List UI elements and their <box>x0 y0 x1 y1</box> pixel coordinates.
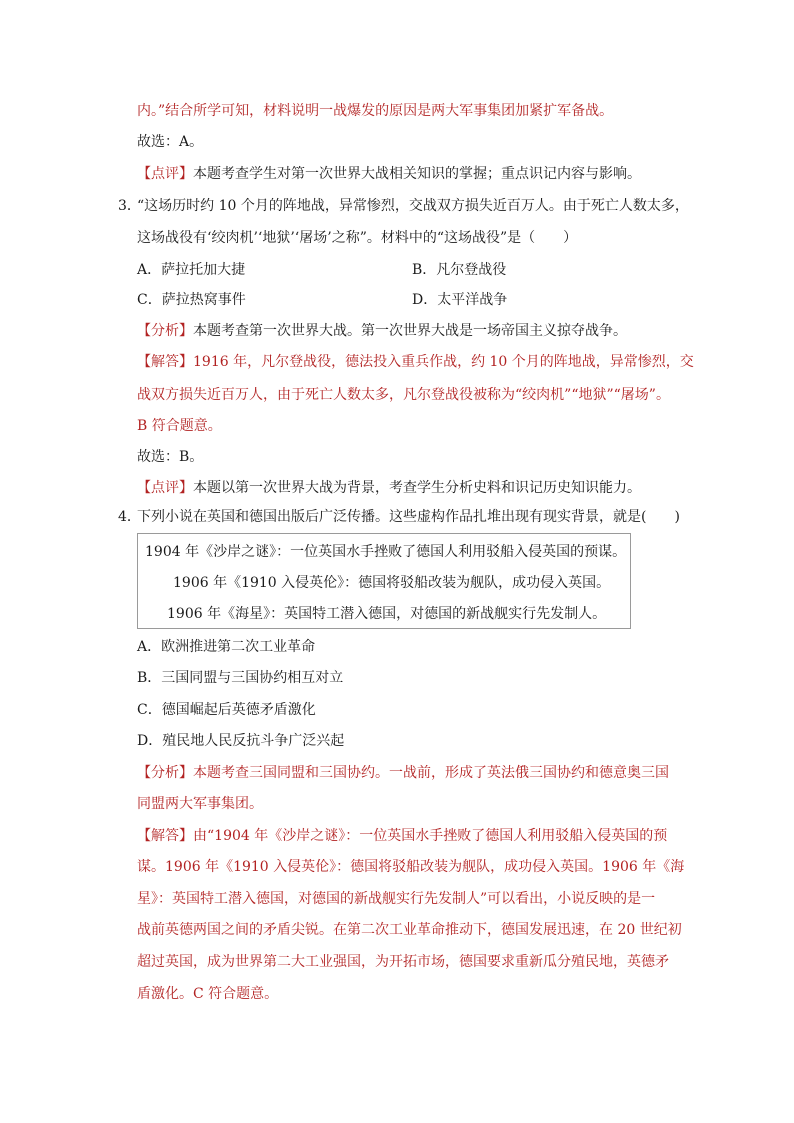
option-a: A．萨拉托加大捷 <box>137 262 246 278</box>
analysis-text: 本题考查三国同盟和三国协约。一战前，形成了英法俄三国协约和德意奥三国 <box>193 765 669 781</box>
comment-tag: 【点评】 <box>137 166 193 182</box>
option-b: B．三国同盟与三国协约相互对立 <box>137 670 344 686</box>
prev-comment <box>137 164 641 184</box>
solution-text: B 符合题意。 <box>137 418 222 434</box>
solution-tag: 【解答】 <box>137 828 193 844</box>
question-number: 3． <box>118 198 141 214</box>
analysis <box>137 763 669 783</box>
question-stem: “这场历时约 10 个月的阵地战，异常惨烈，交战双方损失近百万人。由于死亡人数太多， <box>137 198 689 214</box>
prev-solution-line: 内。”结合所学可知，材料说明一战爆发的原因是两大军事集团加紧扩军备战。 <box>137 103 614 119</box>
analysis-text: 本题考查第一次世界大战。第一次世界大战是一场帝国主义掠夺战争。 <box>193 323 627 339</box>
question-stem: 这场战役有‘绞肉机’‘地狱’‘屠场’之称”。材料中的“这场战役”是（ ） <box>137 230 578 246</box>
solution-tag: 【解答】 <box>137 354 193 370</box>
material-line: 1906 年《1910 入侵英伦》：德国将驳船改装为舰队，成功侵入英国。 <box>173 575 611 591</box>
option-b: B．凡尔登战役 <box>412 262 507 278</box>
solution-text: 由“1904 年《沙岸之谜》：一位英国水手挫败了德国人利用驳船入侵英国的预 <box>193 828 668 844</box>
analysis <box>137 321 627 341</box>
solution-text: 超过英国，成为世界第二大工业强国，为开拓市场，德国要求重新瓜分殖民地，英德矛 <box>137 954 669 970</box>
analysis-tag: 【分析】 <box>137 323 193 339</box>
solution-text: 星》：英国特工潜入德国，对德国的新战舰实行先发制人”可以看出，小说反映的是一 <box>137 891 656 907</box>
prev-answer: 故选：A。 <box>137 134 204 150</box>
solution <box>137 826 667 846</box>
option-c: C．德国崛起后英德矛盾激化 <box>137 702 316 718</box>
option-c: C．萨拉热窝事件 <box>137 292 246 308</box>
analysis-tag: 【分析】 <box>137 765 193 781</box>
analysis-text: 同盟两大军事集团。 <box>137 796 263 812</box>
question-number: 4． <box>118 509 141 525</box>
material-line: 1904 年《沙岸之谜》：一位英国水手挫败了德国人利用驳船入侵英国的预谋。 <box>145 544 627 560</box>
solution-text: 1916 年，凡尔登战役，德法投入重兵作战，约 10 个月的阵地战，异常惨烈，交 <box>193 354 694 370</box>
solution-text: 战双方损失近百万人，由于死亡人数太多，凡尔登战役被称为“绞肉机”“地狱”“屠场”。 <box>137 387 670 403</box>
comment-tag: 【点评】 <box>137 480 193 496</box>
option-d: D．殖民地人民反抗斗争广泛兴起 <box>137 733 345 749</box>
solution-text: 战前英德两国之间的矛盾尖锐。在第二次工业革命推动下，德国发展迅速，在 20 世纪初 <box>137 922 682 938</box>
question-stem: 下列小说在英国和德国出版后广泛传播。这些虚构作品扎堆出现有现实背景，就是( ) <box>137 509 680 525</box>
answer: 故选：B。 <box>137 449 204 465</box>
solution-text: 谋。1906 年《1910 入侵英伦》：德国将驳船改装为舰队，成功侵入英国。1906 年《海 <box>137 859 685 875</box>
option-a: A．欧洲推进第二次工业革命 <box>137 639 316 655</box>
solution <box>137 352 694 372</box>
comment <box>137 478 641 498</box>
material-line: 1906 年《海星》：英国特工潜入德国，对德国的新战舰实行先发制人。 <box>167 606 607 622</box>
solution-text: 盾激化。C 符合题意。 <box>137 986 279 1002</box>
comment-text: 本题考查学生对第一次世界大战相关知识的掌握；重点识记内容与影响。 <box>193 166 641 182</box>
comment-text: 本题以第一次世界大战为背景，考查学生分析史料和识记历史知识能力。 <box>193 480 641 496</box>
option-d: D．太平洋战争 <box>412 292 508 308</box>
material-box <box>137 533 631 629</box>
